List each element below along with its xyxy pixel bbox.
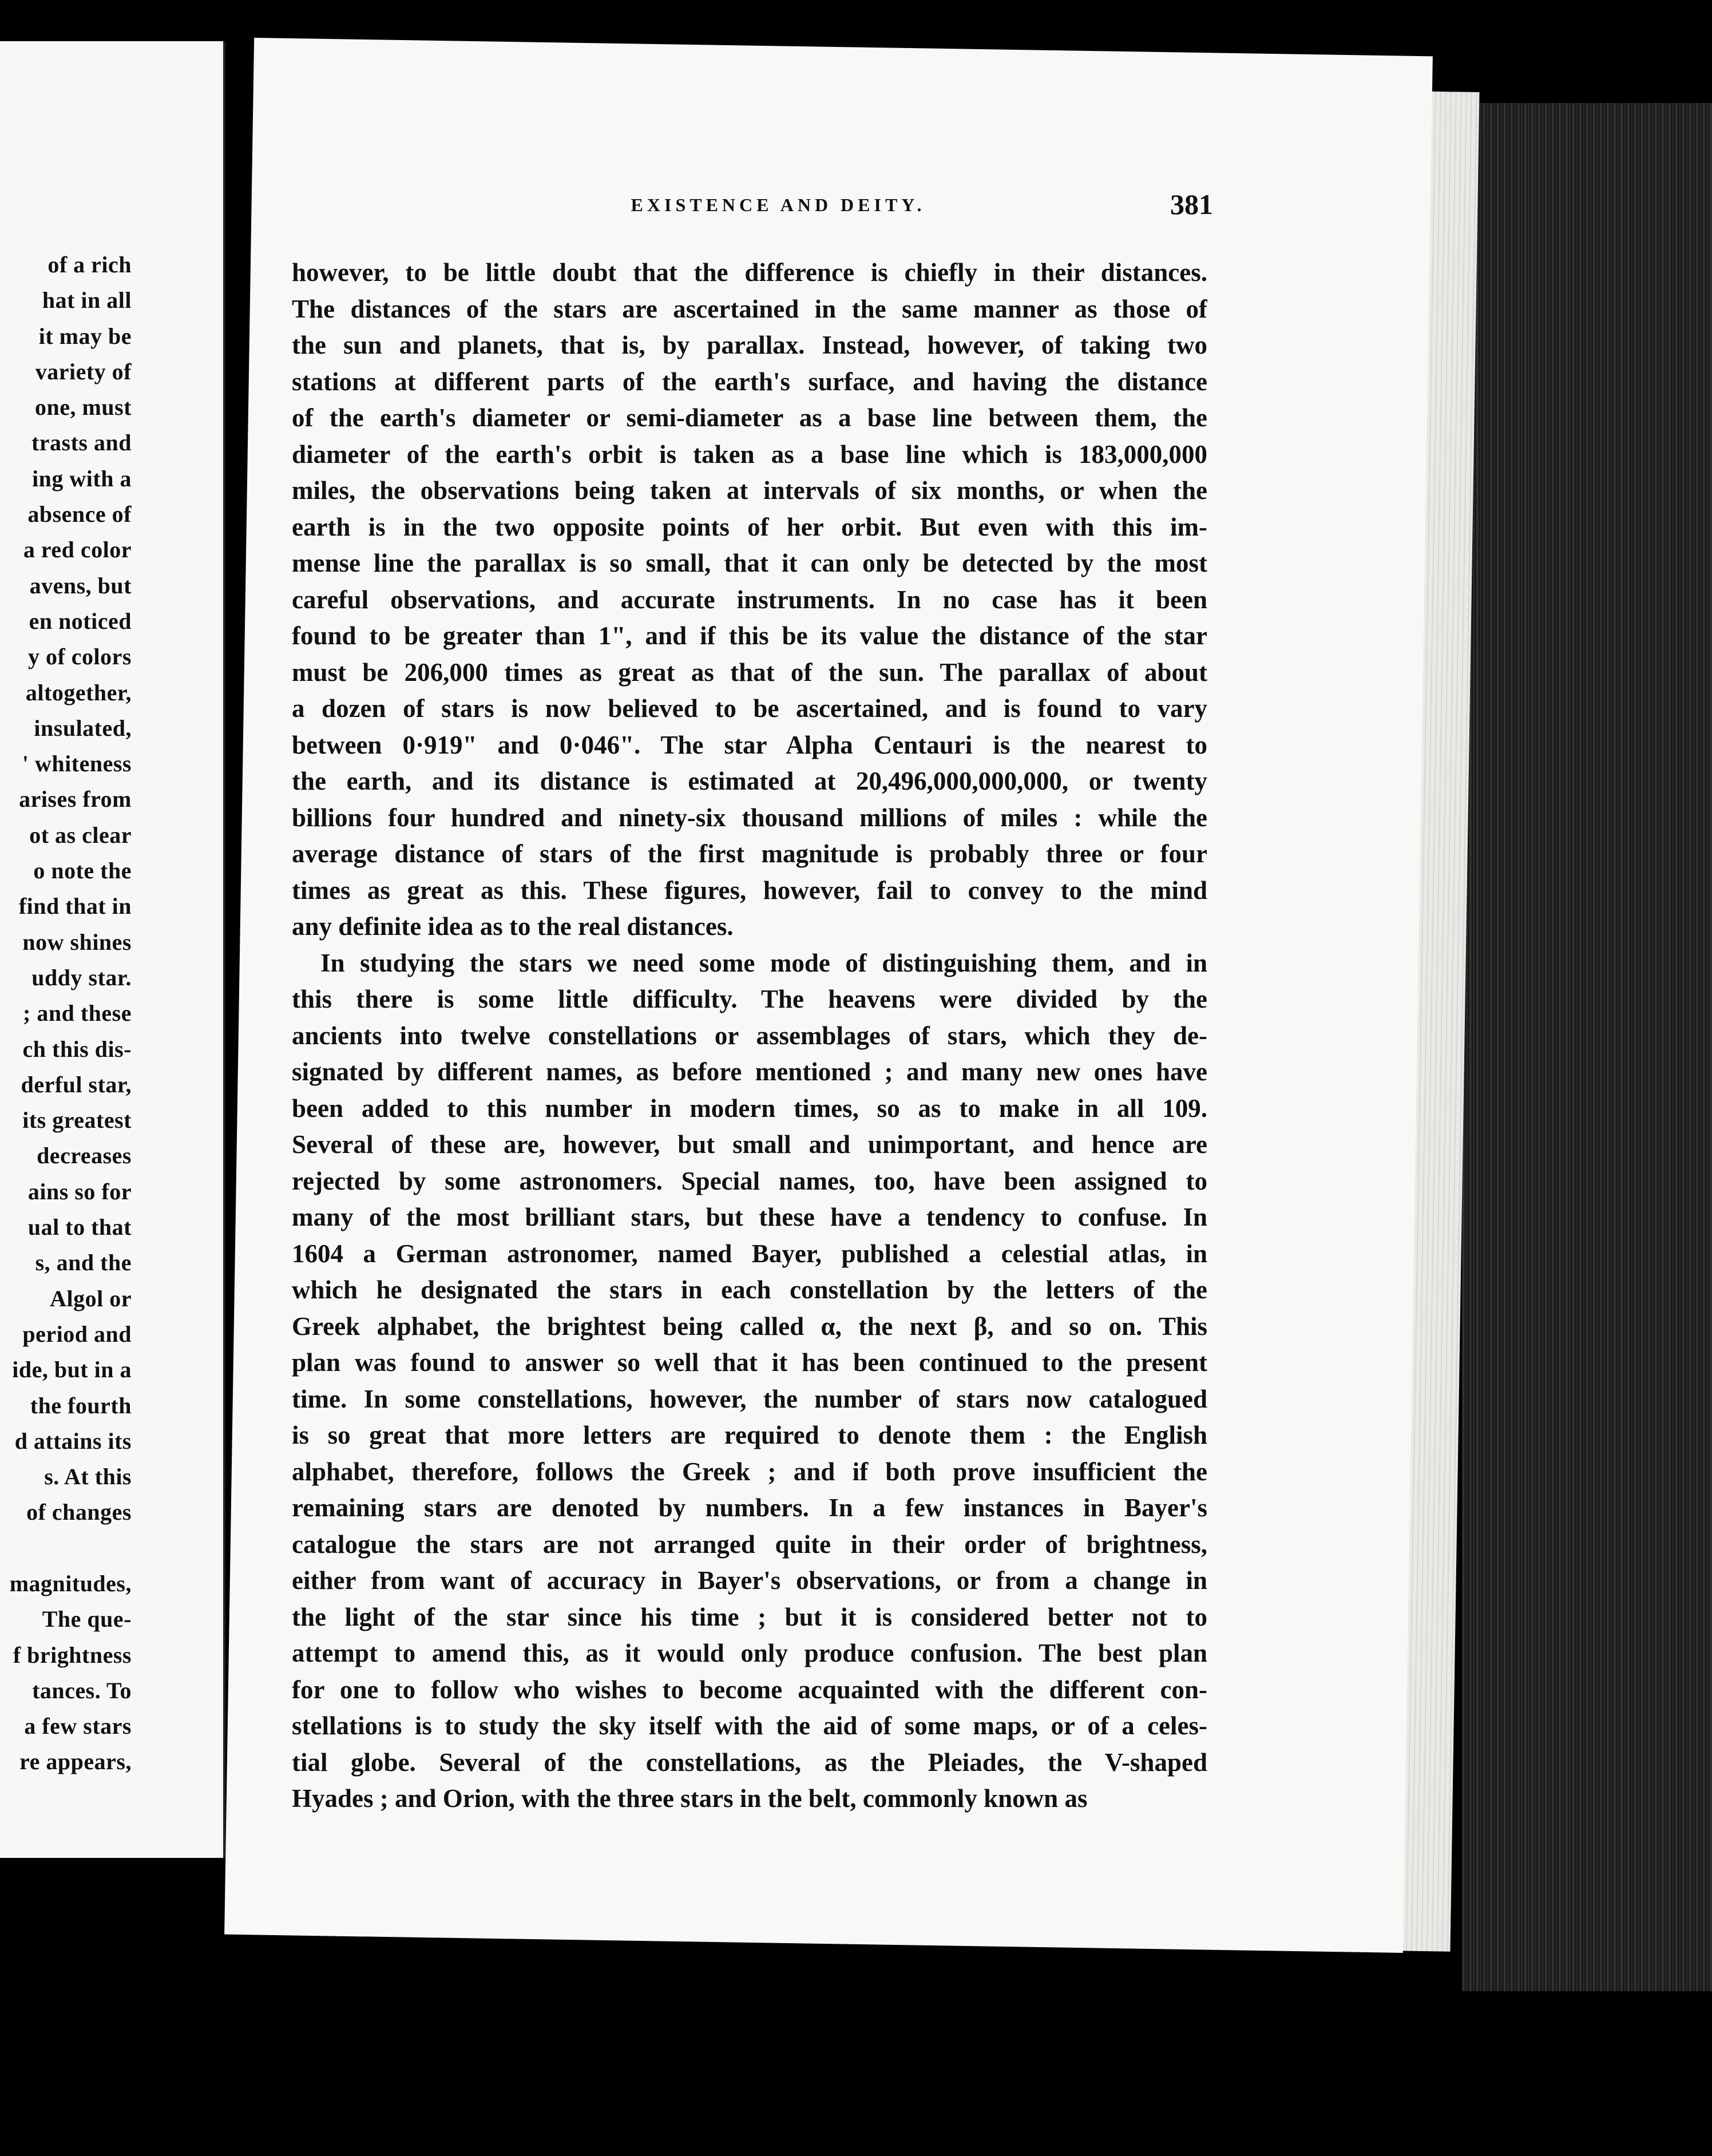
left-page-line: o note the (33, 858, 132, 884)
left-page-line: ot as clear (29, 822, 132, 848)
text-line: average distance of stars of the first magnitude is probably three or four (292, 839, 1207, 868)
text-line: times as great as this. These figures, however, fail to convey to the mind (292, 875, 1207, 905)
left-page-line: uddy star. (31, 964, 132, 990)
text-line: many of the most brilliant stars, but these have a tendency to confuse. In (292, 1203, 1207, 1231)
left-page-line: d attains its (14, 1428, 132, 1454)
text-line: In studying the stars we need some mode of distinguishing them, and in (320, 948, 1207, 977)
text-line: which he designated the stars in each constellation by the letters of the (292, 1275, 1207, 1304)
text-line: alphabet, therefore, follows the Greek ; and if both prove insufficient the (292, 1457, 1207, 1486)
text-line: ancients into twelve constellations or assemblages of stars, which they de- (292, 1021, 1207, 1050)
text-line: miles, the observations being taken at intervals of six months, or when the (292, 476, 1207, 505)
text-line: Greek alphabet, the brightest being called α, the next β, and so on. This (292, 1311, 1207, 1341)
left-page-line: ch this dis- (22, 1036, 132, 1062)
text-line: Hyades ; and Orion, with the three stars in the belt, commonly known as (292, 1784, 1088, 1813)
left-page-line: Algol or (50, 1285, 132, 1311)
left-page-line: of a rich (47, 252, 132, 278)
text-line: this there is some little difficulty. The heavens were divided by the (292, 985, 1207, 1013)
text-line: attempt to amend this, as it would only produce confusion. The best plan (292, 1639, 1207, 1667)
left-page-line: arises from (19, 786, 132, 813)
text-line: the sun and planets, that is, by parallax. Instead, however, of taking two (292, 331, 1207, 359)
body-text (292, 255, 1207, 1817)
left-page-line: insulated, (34, 715, 132, 741)
left-page-line: of changes (26, 1499, 132, 1525)
text-line: been added to this number in modern times, so as to make in all 109. (292, 1093, 1207, 1123)
text-line: stellations is to study the sky itself with the aid of some maps, or of a celes- (292, 1711, 1207, 1740)
text-line: stations at different parts of the earth's surface, and having the distance (292, 367, 1207, 396)
left-page-line: the fourth (30, 1392, 132, 1418)
left-page-line: magnitudes, (9, 1570, 132, 1596)
left-page-line: s, and the (35, 1250, 132, 1276)
left-page-line: ' whiteness (22, 751, 132, 777)
left-page-line (0, 1531, 217, 1566)
text-line: catalogue the stars are not arranged quite in their order of brightness, (292, 1529, 1207, 1559)
left-page-line: find that in (18, 893, 132, 920)
left-facing-page (0, 41, 225, 1858)
left-page-line: a red color (23, 537, 132, 563)
left-page-line: ing with a (32, 465, 132, 492)
page-header (355, 188, 1213, 229)
text-line: either from want of accuracy in Bayer's observations, or from a change in (292, 1566, 1207, 1595)
left-page-line: period and (22, 1321, 132, 1347)
text-line: signated by different names, as before mentioned ; and many new ones have (292, 1057, 1207, 1086)
left-page-line: derful star, (21, 1071, 132, 1097)
left-page-line: variety of (35, 358, 132, 385)
left-page-line: The que- (42, 1606, 132, 1632)
text-line: mense line the parallax is so small, that it can only be detected by the most (292, 549, 1207, 577)
text-line: any definite idea as to the real distances. (292, 912, 734, 941)
text-line: the earth, and its distance is estimated at 20,496,000,000,000, or twenty (292, 767, 1207, 795)
left-page-line: tances. To (32, 1677, 132, 1703)
left-page-line: a few stars (24, 1713, 132, 1739)
text-line: between 0·919" and 0·046". The star Alpha Centauri is the nearest to (292, 730, 1207, 759)
left-page-line: ide, but in a (12, 1357, 132, 1383)
left-page-line: en noticed (29, 608, 132, 634)
left-page-line: f brightness (13, 1642, 132, 1668)
left-page-line: decreases (37, 1143, 132, 1169)
left-page-text (0, 247, 217, 1780)
left-page-line: altogether, (25, 679, 132, 706)
book-fore-edge (1462, 103, 1712, 1991)
left-page-line: avens, but (29, 572, 132, 599)
text-line: earth is in the two opposite points of her orbit. But even with this im- (292, 512, 1207, 541)
text-line: however, to be little doubt that the difference is chiefly in their distances. (292, 258, 1207, 287)
left-page-line: ains so for (27, 1178, 132, 1204)
left-page-line: one, must (35, 394, 132, 421)
left-page-line: re appears, (19, 1749, 132, 1775)
text-line: tial globe. Several of the constellations, as the Pleiades, the V-shaped (292, 1747, 1207, 1777)
text-line: The distances of the stars are ascertained in the same manner as those of (292, 294, 1207, 323)
left-page-line: its greatest (22, 1107, 132, 1134)
text-line: is so great that more letters are required to denote them : the English (292, 1421, 1207, 1449)
text-line: rejected by some astronomers. Special names, too, have been assigned to (292, 1166, 1207, 1195)
text-line: 1604 a German astronomer, named Bayer, published a celestial atlas, in (292, 1239, 1207, 1268)
running-head: EXISTENCE AND DEITY. (631, 195, 926, 215)
left-page-line: now shines (22, 929, 132, 955)
text-line: diameter of the earth's orbit is taken as a base line which is 183,000,000 (292, 439, 1207, 469)
text-line: a dozen of stars is now believed to be ascertained, and is found to vary (292, 694, 1207, 723)
left-page-line: it may be (38, 323, 132, 349)
text-line: for one to follow who wishes to become acquainted with the different con- (292, 1675, 1207, 1704)
page-number: 381 (1170, 188, 1213, 220)
text-line: of the earth's diameter or semi-diameter as a base line between them, the (292, 403, 1207, 432)
left-page-line: s. At this (44, 1464, 132, 1490)
text-line: remaining stars are denoted by numbers. In a few instances in Bayer's (292, 1493, 1207, 1522)
left-page-line: trasts and (31, 430, 132, 456)
text-line: time. In some constellations, however, the number of stars now catalogued (292, 1384, 1207, 1413)
text-line: must be 206,000 times as great as that of the sun. The parallax of about (292, 657, 1207, 687)
text-line: plan was found to answer so well that it has been continued to the present (292, 1348, 1207, 1377)
left-page-line: y of colors (27, 644, 132, 670)
text-line: Several of these are, however, but small and unimportant, and hence are (292, 1130, 1207, 1159)
text-line: found to be greater than 1", and if this be its value the distance of the star (292, 621, 1207, 650)
text-line: the light of the star since his time ; but it is considered better not to (292, 1602, 1207, 1631)
left-page-line: ; and these (23, 1000, 132, 1027)
text-line: billions four hundred and ninety-six thousand millions of miles : while the (292, 803, 1207, 832)
text-line: careful observations, and accurate instruments. In no case has it been (292, 585, 1207, 614)
left-page-line: absence of (27, 501, 132, 528)
left-page-line: ual to that (27, 1214, 132, 1241)
left-page-line: hat in all (42, 287, 132, 314)
